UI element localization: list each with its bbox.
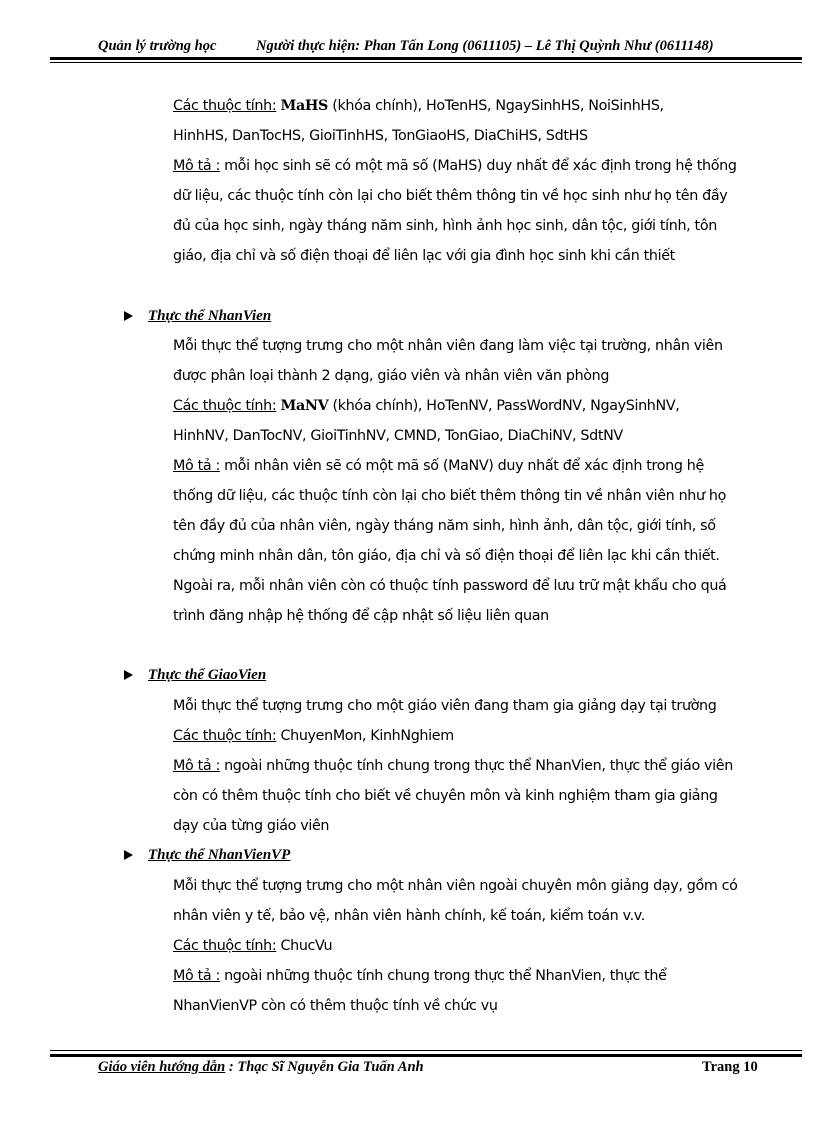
entity-heading-nhanvienvp [124,845,290,865]
attr-label: Các thuộc tính: [173,98,277,114]
entity-title: Thực thể GiaoVien [148,667,267,683]
attr-label: Các thuộc tính: [173,728,277,744]
desc-text: mỗi nhân viên sẽ có một mã số (MaNV) duy nhất để xác định trong hệ [219,458,704,474]
attr-text: (khóa chính), HoTenNV, PassWordNV, NgaySinhNV, [328,398,680,414]
footer-rule-thin [50,1050,802,1051]
nhanvienvp-intro-line: Mỗi thực thể tượng trưng cho một nhân viên ngoài chuyên môn giảng dạy, gồm có [173,878,738,894]
header-left: Quản lý trường học [98,38,217,54]
nhanvienvp-intro-line: nhân viên y tế, bảo vệ, nhân viên hành chính, kế toán, kiểm toán v.v. [173,908,645,924]
footer-label: Giáo viên hướng dẫn [98,1059,226,1075]
giaovien-desc-line: còn có thêm thuộc tính cho biết về chuyên môn và kinh nghiệm tham gia giảng [173,788,718,804]
attr-label: Các thuộc tính: [173,398,277,414]
giaovien-desc-line [173,756,733,776]
desc-label: Mô tả : [173,758,220,774]
header-right: Người thực hiện: Phan Tấn Long (0611105) – Lê Thị Quỳnh Như (0611148) [256,38,714,54]
desc-label: Mô tả : [173,158,220,174]
nhanvien-desc-line [173,456,704,476]
nhanvien-desc-line: Ngoài ra, mỗi nhân viên còn có thuộc tính password để lưu trữ mật khẩu cho quá [173,578,727,594]
primary-key: MaHS [280,98,329,114]
hocsinh-desc-line: dữ liệu, các thuộc tính còn lại cho biết thêm thông tin về học sinh như họ tên đầy [173,188,728,204]
nhanvien-attributes-cont: HinhNV, DanTocNV, GioiTinhNV, CMND, TonGiao, DiaChiNV, SdtNV [173,428,623,444]
footer-advisor: : Thạc Sĩ Nguyễn Gia Tuấn Anh [225,1059,424,1075]
hocsinh-desc-line: đủ của học sinh, ngày tháng năm sinh, hình ảnh học sinh, dân tộc, giới tính, tôn [173,218,717,234]
desc-text: ngoài những thuộc tính chung trong thực thể NhanVien, thực thể giáo viên [219,758,733,774]
hocsinh-attributes [173,96,664,116]
primary-key: MaNV [280,398,329,414]
giaovien-desc-line: dạy của từng giáo viên [173,818,330,834]
page-footer [98,1059,768,1076]
nhanvien-intro-line: Mỗi thực thể tượng trưng cho một nhân viên đang làm việc tại trường, nhân viên [173,338,723,354]
page-number: Trang 10 [702,1059,758,1075]
arrow-bullet-icon [124,670,133,680]
arrow-bullet-icon [124,311,133,321]
attr-text: ChucVu [276,938,333,954]
attr-label: Các thuộc tính: [173,938,277,954]
entity-heading-giaovien [124,665,266,685]
attr-text: ChuyenMon, KinhNghiem [276,728,454,744]
entity-heading-nhanvien [124,306,271,326]
header-rule-thin [50,62,802,63]
nhanvienvp-attributes [173,936,332,956]
nhanvien-intro-line: được phân loại thành 2 dạng, giáo viên và nhân viên văn phòng [173,368,610,384]
nhanvien-attributes [173,396,679,416]
nhanvienvp-desc-line [173,966,667,986]
giaovien-intro: Mỗi thực thể tượng trưng cho một giáo viên đang tham gia giảng dạy tại trường [173,698,717,714]
header-rule-thick [50,57,802,60]
nhanvienvp-desc-line: NhanVienVP còn có thêm thuộc tính về chức vụ [173,998,498,1014]
nhanvien-desc-line: chứng minh nhân dân, tôn giáo, địa chỉ và số điện thoại để liên lạc khi cần thiết. [173,548,720,564]
footer-rule-thick [50,1054,802,1057]
hocsinh-attributes-cont: HinhHS, DanTocHS, GioiTinhHS, TonGiaoHS, DiaChiHS, SdtHS [173,128,588,144]
desc-text: ngoài những thuộc tính chung trong thực thể NhanVien, thực thể [219,968,667,984]
nhanvien-desc-line: thống dữ liệu, các thuộc tính còn lại cho biết thêm thông tin về nhân viên như họ [173,488,727,504]
arrow-bullet-icon [124,850,133,860]
entity-title: Thực thể NhanVienVP [148,847,291,863]
giaovien-attributes [173,726,454,746]
hocsinh-desc-line [173,156,737,176]
nhanvien-desc-line: tên đầy đủ của nhân viên, ngày tháng năm sinh, hình ảnh, dân tộc, giới tính, số [173,518,716,534]
nhanvien-desc-line: trình đăng nhập hệ thống để cập nhật số liệu liên quan [173,608,549,624]
entity-title: Thực thể NhanVien [148,308,272,324]
desc-label: Mô tả : [173,968,220,984]
desc-label: Mô tả : [173,458,220,474]
desc-text: mỗi học sinh sẽ có một mã số (MaHS) duy nhất để xác định trong hệ thống [219,158,737,174]
attr-text: (khóa chính), HoTenHS, NgaySinhHS, NoiSinhHS, [328,98,664,114]
hocsinh-desc-line: giáo, địa chỉ và số điện thoại để liên lạc với gia đình học sinh khi cần thiết [173,248,675,264]
